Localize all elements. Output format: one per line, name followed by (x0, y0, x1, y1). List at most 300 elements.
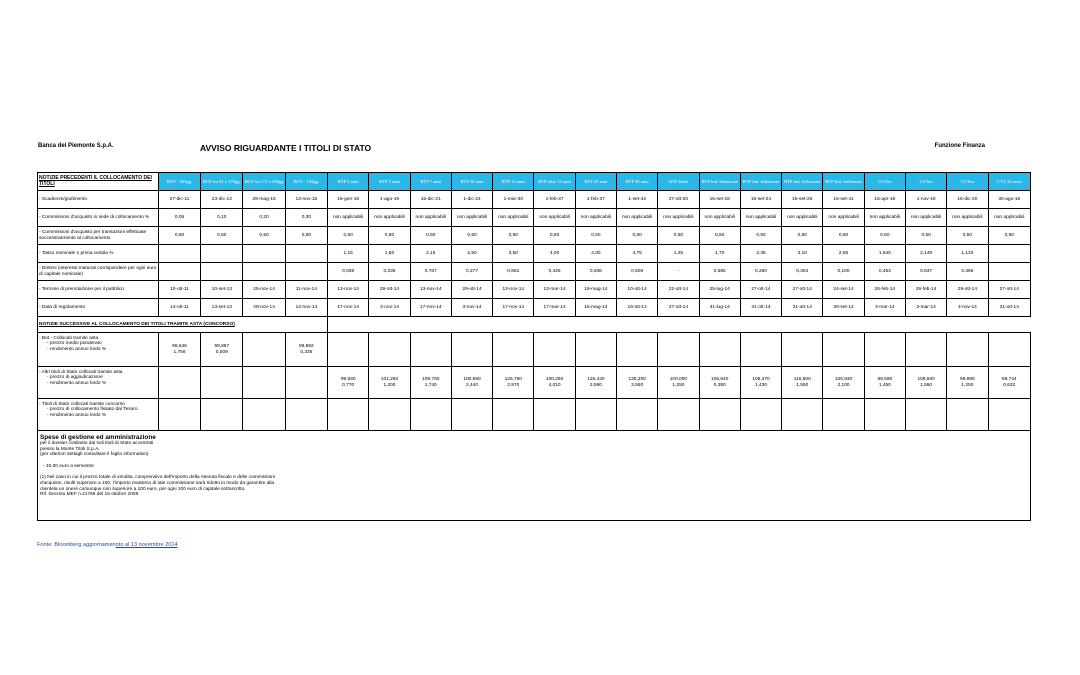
table-cell: 0,50 (905, 227, 946, 245)
column-header-row (38, 173, 1031, 191)
table-row (38, 399, 1031, 431)
table-cell (740, 333, 781, 367)
price-value: 106,470 (752, 377, 770, 383)
table-cell (493, 399, 534, 431)
table-cell: 0,50 (988, 227, 1030, 245)
col-header: BTP Ind. Inflazione (782, 173, 823, 191)
table-cell (201, 367, 243, 399)
price-value: 99,930 (340, 377, 356, 383)
col-header: BTP Italia (658, 173, 699, 191)
table-cell: 22-ott-14 (658, 281, 699, 299)
table-cell: 1,50 (369, 245, 410, 263)
row-label: - Tasso nominale o prima cedola % (38, 245, 159, 263)
table-cell: 31-ott-14 (988, 299, 1030, 317)
table-cell: 2,15 (410, 245, 451, 263)
table-cell (328, 399, 369, 431)
price-value: 100,260 (545, 377, 564, 383)
table-cell: 4,00 (534, 245, 575, 263)
info-row (38, 431, 1031, 521)
table-cell: 4,75 (617, 245, 658, 263)
yield-value: 0,335 (300, 349, 313, 355)
fee-line: - 10,00 euro a semestre (43, 463, 94, 469)
table-cell: 0,277 (451, 263, 492, 281)
table-row (38, 227, 1031, 245)
table-cell: 27-ott-14 (782, 281, 823, 299)
row-label-line: - prezzo medio ponderato (47, 341, 102, 347)
table-cell (451, 333, 492, 367)
table-cell (158, 263, 200, 281)
table-cell: 27-ott-14 (658, 299, 699, 317)
yield-value: 0,632 (1003, 382, 1016, 388)
table-cell: 0,50 (740, 227, 781, 245)
col-header: BTP 3 anni (328, 173, 369, 191)
row-label-main: - Titoli di Stato collocati tramite concorso (39, 402, 125, 407)
table-cell (740, 399, 781, 431)
table-cell: 2,50 (451, 245, 492, 263)
table-cell: 30-ago-16 (988, 191, 1030, 209)
row-label: - Scadenze/godimento (38, 191, 159, 209)
yield-value: 2,100 (837, 382, 850, 388)
price-value: 98,744 (1001, 377, 1017, 383)
table-cell: 30-set-14 (823, 299, 864, 317)
row-label-line: - prezzo di aggiudicazione (47, 375, 103, 381)
row-label-line: - rendimento annuo lordo % (47, 412, 107, 418)
price-value: 99,646 (172, 344, 187, 350)
table-cell (285, 399, 327, 431)
price-value: 130,200 (628, 377, 646, 383)
table-cell: 3-nov-14 (947, 299, 988, 317)
table-cell (658, 399, 699, 431)
table-cell (823, 333, 864, 367)
table-cell: 26-feb-14 (864, 281, 905, 299)
yield-value: 0,770 (342, 382, 355, 388)
table-cell (740, 367, 781, 399)
table-cell: 0,767 (410, 263, 451, 281)
table-cell: non applicabili (575, 209, 616, 227)
page-title: AVVISO RIGUARDANTE I TITOLI DI STATO (200, 143, 372, 153)
table-cell (410, 333, 451, 367)
table-cell (201, 399, 243, 431)
col-header: BOT tra 81 e 179gg. (201, 173, 243, 191)
table-cell (451, 399, 492, 431)
table-cell: 1,15 (328, 245, 369, 263)
info-block (38, 431, 1031, 521)
bank-name: Banca del Piemonte S.p.A. (38, 143, 114, 149)
table-cell (201, 333, 243, 367)
table-cell: 13-nov-15 (285, 191, 327, 209)
table-cell (158, 333, 200, 367)
col-header: CCTeu (905, 173, 946, 191)
table-cell: 26-feb-14 (905, 281, 946, 299)
table-cell: 11-nov-14 (285, 281, 327, 299)
col-header: CCTeu (864, 173, 905, 191)
table-cell: 13-nov-14 (493, 281, 534, 299)
table-cell: 29-mag-15 (243, 191, 285, 209)
table-cell (988, 399, 1030, 431)
table-cell: 0,50 (243, 227, 285, 245)
table-cell: 0,50 (699, 227, 740, 245)
table-cell: 0,50 (158, 227, 200, 245)
yield-value: 0,350 (713, 382, 726, 388)
table-cell (905, 367, 946, 399)
price-value: 109,750 (422, 377, 440, 383)
table-cell: 17-nov-14 (493, 299, 534, 317)
row-label (38, 399, 159, 431)
table-cell: 1-dic-24 (451, 191, 492, 209)
table-cell: 23-dic-13 (201, 191, 243, 209)
table-cell: 0,881 (493, 263, 534, 281)
yield-value: 1,756 (173, 349, 186, 355)
price-value: 99,590 (877, 377, 893, 383)
table-cell: 10-ott-14 (617, 281, 658, 299)
table-cell (575, 333, 616, 367)
table-cell: 0,059 (328, 263, 369, 281)
table-cell: 0,50 (410, 227, 451, 245)
table-cell (617, 367, 658, 399)
table-cell (369, 367, 410, 399)
table-row (38, 263, 1031, 281)
table-cell (158, 399, 200, 431)
yield-value: 1,250 (961, 382, 974, 388)
table-cell (410, 399, 451, 431)
table-cell: non applicabili (534, 209, 575, 227)
table-cell (864, 367, 905, 399)
info-title: Spese di gestione ed amministrazione (40, 434, 156, 441)
table-cell: non applicabili (699, 209, 740, 227)
table-cell: 15-set-41 (823, 191, 864, 209)
col-header: BOT - 365gg. (158, 173, 200, 191)
table-cell (699, 399, 740, 431)
table-cell (451, 367, 492, 399)
table-cell: 2,35 (740, 245, 781, 263)
table-cell (864, 399, 905, 431)
table-cell: 1-ago-19 (369, 191, 410, 209)
yield-value: 1,450 (878, 382, 891, 388)
yield-value: 1,250 (672, 382, 685, 388)
table-cell: 0,425 (534, 263, 575, 281)
table-cell: 29-ott-14 (947, 281, 988, 299)
row-label (38, 367, 159, 399)
table-cell (823, 399, 864, 431)
table-cell: 27-ott-14 (988, 281, 1030, 299)
table-cell (905, 399, 946, 431)
table-cell: 0,637 (905, 263, 946, 281)
table-cell (410, 367, 451, 399)
table-cell: 0,50 (493, 227, 534, 245)
col-header: CTZ 24 mesi (988, 173, 1030, 191)
table-cell: 0,366 (947, 263, 988, 281)
table-cell: non applicabili (328, 209, 369, 227)
row-label: - Termine di prenotazione per il pubblico (38, 281, 159, 299)
table-cell: 1-mar-30 (493, 191, 534, 209)
col-header: BTP Ind. Inflazione (699, 173, 740, 191)
col-header: BTP oltre 15 anni (534, 173, 575, 191)
col-header: BOT - 182gg. (285, 173, 327, 191)
table-cell: 4,00 (575, 245, 616, 263)
table-cell: non applicabili (905, 209, 946, 227)
price-value: 105,640 (711, 377, 729, 383)
col-header: BTP Ind. Inflazione (823, 173, 864, 191)
table-cell (782, 333, 823, 367)
table-cell: 15-set-26 (782, 191, 823, 209)
table-cell: 0,50 (658, 227, 699, 245)
table-cell: 0,50 (369, 227, 410, 245)
table-cell (328, 333, 369, 367)
table-cell: 0,453 (864, 263, 905, 281)
table-cell: 31-ott-14 (782, 299, 823, 317)
table-cell (369, 333, 410, 367)
table-cell: 15-dic-20 (947, 191, 988, 209)
table-cell: 1,25 (658, 245, 699, 263)
table-cell (285, 333, 327, 367)
table-cell (988, 367, 1030, 399)
table-cell: 0,50 (451, 227, 492, 245)
table-cell: non applicabili (947, 209, 988, 227)
section-subsequent-label: NOTIZIE SUCCESSIVE AL COLLOCAMENTO DEI TITOLI TRAMITE ASTA (CONCORSO) (38, 317, 328, 333)
table-cell: 10-set-13 (201, 281, 243, 299)
table-cell (243, 263, 285, 281)
table-cell (534, 399, 575, 431)
table-cell: 10-ott-11 (158, 281, 200, 299)
table-cell (617, 399, 658, 431)
yield-value: 3,590 (589, 382, 602, 388)
table-cell: 0,100 (823, 263, 864, 281)
table-cell: 27-ott-14 (740, 281, 781, 299)
table-cell: non applicabili (823, 209, 864, 227)
table-cell (988, 333, 1030, 367)
table-cell: 15-ott-14 (617, 299, 658, 317)
col-header: BTP 15 anni (493, 173, 534, 191)
table-cell (617, 333, 658, 367)
info-line: presso la Monte Titoli S.p.A. (40, 446, 100, 452)
table-cell: 25-lug-14 (699, 281, 740, 299)
note-line: d'acquisto, risulti superiore a 100, l'importo massimo di tale commissione sarà ridotto in modo da garantire alla (40, 480, 275, 486)
table-cell: non applicabili (410, 209, 451, 227)
table-cell: 1,70 (699, 245, 740, 263)
table-cell: 1-set-44 (617, 191, 658, 209)
table-cell (947, 367, 988, 399)
table-cell (905, 333, 946, 367)
table-cell: 25-nov-14 (243, 281, 285, 299)
table-cell: 3-nov-14 (451, 299, 492, 317)
table-cell: 0,50 (285, 227, 327, 245)
table-cell: 15-dic-21 (410, 191, 451, 209)
price-value: 99,867 (214, 344, 230, 350)
table-cell (243, 333, 285, 367)
table-cell: 3,50 (493, 245, 534, 263)
table-cell (493, 333, 534, 367)
table-cell: 1,540 (864, 245, 905, 263)
table-cell: 0,30 (285, 209, 327, 227)
table-row (38, 367, 1031, 399)
yield-value: 1,550 (920, 382, 933, 388)
table-cell: 0,585 (699, 263, 740, 281)
table-cell: non applicabili (740, 209, 781, 227)
table-cell (285, 245, 327, 263)
table-cell (658, 333, 699, 367)
table-cell (369, 399, 410, 431)
table-cell: 27-ott-20 (658, 191, 699, 209)
table-cell (947, 333, 988, 367)
bond-table (37, 172, 1031, 521)
price-value: 101,260 (380, 377, 399, 383)
table-cell: 19-mag-14 (575, 281, 616, 299)
table-cell (947, 399, 988, 431)
table-row (38, 299, 1031, 317)
row-label-line: - rendimento annuo lordo % (47, 380, 107, 386)
table-cell (782, 399, 823, 431)
info-line: per il dossier costituito dai soli titoli di Stato accentrati (40, 441, 154, 446)
price-value: 126,430 (587, 377, 605, 383)
yield-value: 2,440 (466, 382, 479, 388)
price-value: 109,500 (917, 377, 935, 383)
table-cell (243, 367, 285, 399)
table-cell: 15-set-18 (699, 191, 740, 209)
empty-area (328, 317, 1031, 333)
table-cell: 24-set-14 (823, 281, 864, 299)
table-cell: 0,50 (947, 227, 988, 245)
table-cell: 2,149 (905, 245, 946, 263)
table-cell: non applicabili (782, 209, 823, 227)
col-header: BTP 30 anni (617, 173, 658, 191)
table-cell (328, 367, 369, 399)
table-cell: 3-mar-14 (864, 299, 905, 317)
table-cell (534, 333, 575, 367)
row-label: - Commissioni d'acquisto in sede di collocamento % (38, 209, 159, 227)
table-cell: 15-apr-18 (864, 191, 905, 209)
price-value: 99,862 (299, 344, 314, 350)
yield-value: 0,509 (215, 349, 228, 355)
table-cell: 0,50 (823, 227, 864, 245)
col-header: BTP 20 anni (575, 173, 616, 191)
table-cell (699, 333, 740, 367)
table-cell: 13-nov-14 (328, 281, 369, 299)
col-header: BOT tra 171 e 330gg. (243, 173, 285, 191)
row-label (38, 333, 159, 367)
note-line: clientela un onere comunque non superiore a 100 euro, per ogni 100 euro di capitale sottoscritto. (40, 486, 246, 492)
table-cell (823, 367, 864, 399)
table-cell: 3-nov-14 (369, 299, 410, 317)
table-cell (782, 367, 823, 399)
table-cell (493, 367, 534, 399)
row-label: - Dietimi (interessi maturati corrispondere per ogni euro di capitale nominale) (38, 263, 159, 281)
table-cell: non applicabili (451, 209, 492, 227)
department-name: Funzione Finanza (934, 143, 985, 149)
source-note: Fonte: Bloomberg aggiornamennto al 13 novembre 2014 (37, 542, 178, 548)
table-cell: 0,364 (782, 263, 823, 281)
yield-value: 1,430 (754, 382, 767, 388)
yield-value: 4,010 (548, 382, 561, 388)
col-header: BTP 7 anni (410, 173, 451, 191)
table-cell: 0,50 (864, 227, 905, 245)
table-cell: 31-ott-14 (740, 299, 781, 317)
price-value: 100,650 (463, 377, 481, 383)
table-cell: 31-lug-14 (699, 299, 740, 317)
table-cell: non applicabili (493, 209, 534, 227)
table-cell: 17-mar-14 (534, 299, 575, 317)
table-cell: 29-ott-14 (451, 281, 492, 299)
table-cell (575, 367, 616, 399)
table-cell: 0,50 (575, 227, 616, 245)
table-cell: 17-nov-14 (410, 299, 451, 317)
yield-value: 2,970 (507, 382, 520, 388)
table-row (38, 245, 1031, 263)
table-cell (158, 245, 200, 263)
yield-value: 3,550 (631, 382, 644, 388)
table-cell: 0,10 (201, 209, 243, 227)
yield-value: 1,550 (796, 382, 809, 388)
table-cell (285, 367, 327, 399)
table-cell (201, 263, 243, 281)
table-cell: 1,133 (947, 245, 988, 263)
section-subsequent-row (38, 317, 1031, 333)
table-row (38, 281, 1031, 299)
row-label-main: - Altri titoli di Stato collocati tramite asta (39, 370, 123, 375)
table-cell: 14-ott-11 (158, 299, 200, 317)
row-label: - Commissioni d'acquisto per transazioni effettuate successivamente al collocamento (38, 227, 159, 245)
table-cell: 0,936 (575, 263, 616, 281)
table-cell: non applicabili (988, 209, 1030, 227)
table-cell: 0,05 (158, 209, 200, 227)
yield-value: 1,200 (383, 382, 396, 388)
table-cell: 0,50 (534, 227, 575, 245)
table-cell: 1-nov-18 (905, 191, 946, 209)
col-header: CCTeu (947, 173, 988, 191)
col-header: BTP 10 anni (451, 173, 492, 191)
col-header: BTP 5 anni (369, 173, 410, 191)
table-cell: 0,260 (740, 263, 781, 281)
table-cell (988, 245, 1030, 263)
table-row (38, 191, 1031, 209)
price-value: 106,930 (834, 377, 853, 383)
info-line: (per ulteriori dettagli consultare il foglio informativo) (40, 452, 149, 458)
table-cell: 2,55 (823, 245, 864, 263)
table-row (38, 333, 1031, 367)
table-cell: 29-ott-14 (369, 281, 410, 299)
table-cell (534, 367, 575, 399)
table-cell: 1-feb-37 (534, 191, 575, 209)
row-label-main: - Bot - Collocati tramite asta (39, 336, 99, 341)
table-cell: 0,50 (782, 227, 823, 245)
price-value: 100,000 (669, 377, 688, 383)
table-cell (658, 367, 699, 399)
table-cell: 0,50 (201, 227, 243, 245)
table-cell: non applicabili (369, 209, 410, 227)
table-cell (988, 263, 1030, 281)
table-cell (243, 245, 285, 263)
table-cell: 27-dic-11 (158, 191, 200, 209)
table-cell: 0,335 (369, 263, 410, 281)
row-label-line: - rendimento annuo lordo % (47, 346, 107, 352)
table-cell: 14-nov-14 (285, 299, 327, 317)
table-cell (699, 367, 740, 399)
table-cell: 0,50 (617, 227, 658, 245)
table-cell: non applicabili (658, 209, 699, 227)
table-cell: 13-set-13 (201, 299, 243, 317)
table-cell: - (658, 263, 699, 281)
price-value: 126,750 (504, 377, 522, 383)
table-cell: 3,10 (782, 245, 823, 263)
table-cell: 13-mar-14 (534, 281, 575, 299)
col-header: BTP Ind. Inflazione (740, 173, 781, 191)
table-cell (285, 263, 327, 281)
table-cell: 15-gen-18 (328, 191, 369, 209)
table-cell: non applicabili (617, 209, 658, 227)
section-previous-label: NOTIZIE PRECEDENTI IL COLLOCAMENTO DEI TITOLI (38, 173, 159, 191)
price-value: 99,990 (960, 377, 975, 383)
table-cell: 17-nov-14 (328, 299, 369, 317)
row-label-line: - prezzo di collocamento fissato dal Tesoro (47, 407, 138, 413)
